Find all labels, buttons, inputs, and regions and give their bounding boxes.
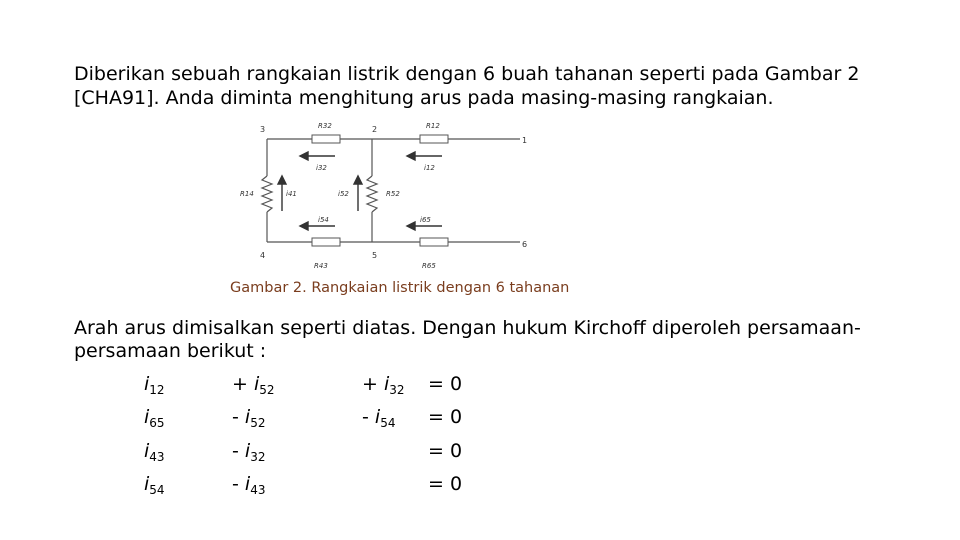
label-r12: R12 (426, 122, 440, 130)
label-i32: i32 (316, 164, 327, 172)
node-label-5: 5 (372, 251, 378, 260)
node-label-4: 4 (260, 251, 266, 260)
resistor-r65 (420, 238, 448, 246)
circuit-diagram (230, 116, 540, 276)
body-line-2: persamaan berikut : (74, 340, 267, 362)
eq1-term2: + $i_{52}$ (232, 373, 275, 397)
eq4-term2: - $i_{43}$ (232, 473, 266, 497)
intro-line-2: [CHA91]. Anda diminta menghitung arus pada masing-masing rangkaian. (74, 87, 774, 109)
resistor-r14 (262, 176, 272, 212)
resistor-r43 (312, 238, 340, 246)
label-r52: R52 (386, 190, 400, 198)
node-label-2: 2 (372, 125, 378, 134)
eq4-rhs: = 0 (428, 473, 463, 495)
figure-caption: Gambar 2. Rangkaian listrik dengan 6 tahanan (230, 280, 570, 296)
label-r65: R65 (422, 262, 436, 270)
equation-row (0, 373, 960, 403)
resistor-r12 (420, 135, 448, 143)
intro-paragraph (74, 62, 894, 110)
equation-row (0, 406, 960, 436)
node-label-1: 1 (522, 136, 528, 145)
equation-row (0, 440, 960, 470)
eq2-term2: - $i_{52}$ (232, 406, 266, 430)
eq2-term1: $i_{65}$ (144, 406, 165, 430)
eq1-term1: $i_{12}$ (144, 373, 165, 397)
label-i52: i52 (338, 190, 349, 198)
body-line-1: Arah arus dimisalkan seperti diatas. Dengan hukum Kirchoff diperoleh persamaan- (74, 317, 861, 339)
node-label-3: 3 (260, 125, 266, 134)
label-i41: i41 (286, 190, 297, 198)
resistor-r52 (367, 176, 377, 212)
node-label-6: 6 (522, 240, 528, 249)
label-i54: i54 (318, 216, 329, 224)
eq1-term3: + $i_{32}$ (362, 373, 405, 397)
label-r32: R32 (318, 122, 332, 130)
body-paragraph (74, 317, 904, 363)
eq3-term1: $i_{43}$ (144, 440, 165, 464)
label-r14: R14 (240, 190, 254, 198)
eq1-rhs: = 0 (428, 373, 463, 395)
resistor-r32 (312, 135, 340, 143)
intro-line-1: Diberikan sebuah rangkaian listrik dengan 6 buah tahanan seperti pada Gambar 2 (74, 63, 860, 85)
eq2-term3: - $i_{54}$ (362, 406, 396, 430)
eq3-rhs: = 0 (428, 440, 463, 462)
eq4-term1: $i_{54}$ (144, 473, 165, 497)
equation-row (0, 473, 960, 503)
eq3-term2: - $i_{32}$ (232, 440, 266, 464)
label-i65: i65 (420, 216, 431, 224)
label-i12: i12 (424, 164, 435, 172)
label-r43: R43 (314, 262, 328, 270)
eq2-rhs: = 0 (428, 406, 463, 428)
